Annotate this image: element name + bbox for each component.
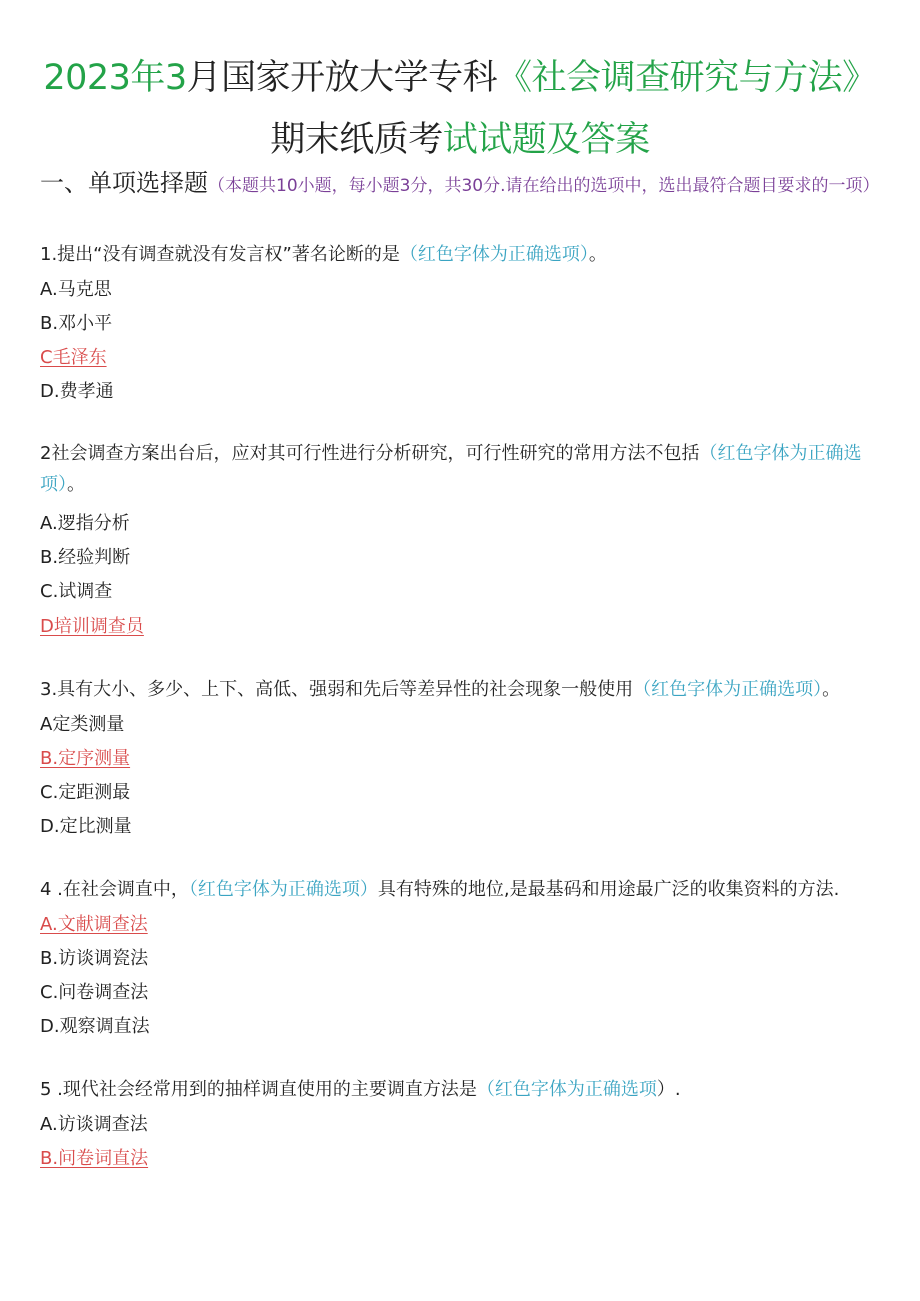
option-correct: B.问卷词直法 <box>40 1148 149 1169</box>
option: A定类测量 <box>40 714 125 735</box>
title-part: 期末纸质考 <box>270 120 443 160</box>
question-hint: （红色字体为正确选项） <box>399 244 589 265</box>
option-correct: B.定序测量 <box>40 748 131 769</box>
question-stem <box>40 1074 880 1106</box>
option: A.访谈调查法 <box>40 1114 148 1135</box>
question-text: 2社会调查方案出台后，应对其可行性进行分析研究，可行性研究的常用方法不包括 <box>40 443 700 464</box>
option: C.问卷调查法 <box>40 982 149 1003</box>
option: C.试调查 <box>40 581 113 602</box>
document-title-line-1 <box>0 50 920 100</box>
option: D.观察调直法 <box>40 1016 150 1037</box>
section-heading <box>40 166 890 203</box>
option-correct: A.文献调查法 <box>40 914 148 935</box>
question-hint: （红色字体为正确选项） <box>40 443 862 495</box>
question-stem <box>40 674 880 706</box>
option-correct: D培训调查员 <box>40 616 144 637</box>
section-title: 一、单项选择题 <box>40 169 208 197</box>
option: D.费孝通 <box>40 381 114 402</box>
option: B.访谈调瓷法 <box>40 948 149 969</box>
title-part: 2023年3 <box>43 58 187 98</box>
question-text: 1.提出“没有调查就没有发言权”著名论断的是 <box>40 244 400 265</box>
option: C.定距测最 <box>40 782 131 803</box>
question-tail: 。 <box>67 474 85 495</box>
question-text: 4 .在社会调直中， <box>40 879 189 900</box>
question-text: 3.具有大小、多少、上下、高低、强弱和先后等差异性的社会现象一般使用 <box>40 679 634 700</box>
title-part: 《社会调查研究与方法》 <box>497 58 877 98</box>
option: D.定比测量 <box>40 816 132 837</box>
question-tail: 。 <box>822 679 841 700</box>
question-tail: 具有特殊的地位,是最基码和用途最广泛的收集资料的方法. <box>377 879 840 900</box>
question-stem <box>40 874 880 906</box>
question-stem <box>40 239 880 271</box>
option: A.逻指分析 <box>40 513 130 534</box>
option: B.邓小平 <box>40 313 113 334</box>
option: A.马克思 <box>40 279 112 300</box>
title-part: 月国家开放大学专科 <box>186 58 498 98</box>
option-correct: C毛泽东 <box>40 347 107 368</box>
question-hint: （红色字体为正确选项 <box>476 1079 657 1100</box>
document-title-line-2 <box>0 112 920 162</box>
question-stem <box>40 438 880 500</box>
question-text: 5 .现代社会经常用到的抽样调直使用的主要调直方法是 <box>40 1079 477 1100</box>
question-tail: ）. <box>656 1079 681 1100</box>
question-hint: （红色字体为正确选项） <box>633 679 823 700</box>
option: B.经验判断 <box>40 547 131 568</box>
question-hint: （红色字体为正确选项） <box>188 879 378 900</box>
title-part: 试试题及答案 <box>442 120 650 160</box>
question-tail: 。 <box>588 244 607 265</box>
section-note: （本题共10小题，每小题3分，共30分.请在给出的选项中，选出最符合题目要求的一项） <box>208 176 880 196</box>
